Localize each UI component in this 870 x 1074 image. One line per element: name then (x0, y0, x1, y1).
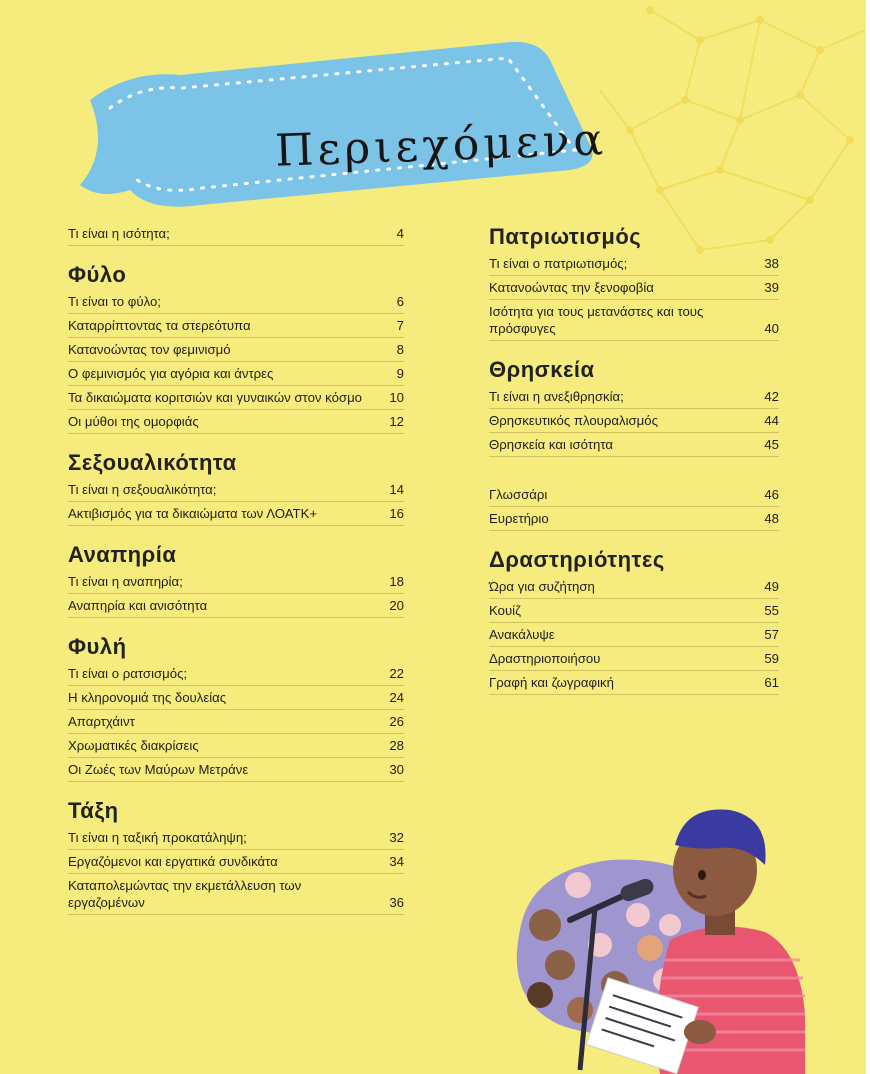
toc-entry[interactable] (68, 386, 404, 410)
section-heading-disability: Αναπηρία (68, 542, 177, 567)
toc-entry-title: Τα δικαιώματα κοριτσιών και γυναικών στον κόσμο (68, 390, 363, 405)
section-heading-activities: Δραστηριότητες (489, 547, 665, 572)
toc-entry-page: 30 (389, 762, 404, 777)
toc-entry-title: Οι μύθοι της ομορφιάς (68, 414, 199, 429)
toc-entry-page: 44 (764, 413, 779, 428)
toc-entry[interactable] (68, 850, 404, 874)
toc-entry-page: 34 (389, 854, 404, 869)
toc-entry-title: Γραφή και ζωγραφική (489, 675, 614, 690)
toc-entry-title: Κατανοώντας τον φεμινισμό (68, 342, 231, 357)
toc-entry-intro[interactable] (68, 222, 404, 246)
toc-entry[interactable] (489, 575, 779, 599)
toc-entry[interactable] (68, 410, 404, 434)
toc-entry-title: Ο φεμινισμός για αγόρια και άντρες (68, 366, 274, 381)
toc-entry[interactable] (489, 599, 779, 623)
section-heading-patriotism: Πατριωτισμός (489, 224, 642, 249)
toc-entry[interactable] (68, 826, 404, 850)
toc-entry-page: 59 (764, 651, 779, 666)
toc-entry-title: Τι είναι ο ρατσισμός; (68, 666, 188, 681)
toc-entry-page: 18 (389, 574, 404, 589)
toc-entry-title: Ευρετήριο (489, 511, 549, 526)
toc-entry-title: Ώρα για συζήτηση (489, 579, 595, 594)
toc-entry-page: 42 (764, 389, 779, 404)
page-title: Περιεχόμενα (274, 114, 608, 177)
toc-entry[interactable] (489, 409, 779, 433)
toc-entry[interactable] (489, 252, 779, 276)
toc-entry-page: 10 (389, 390, 404, 405)
toc-left-column (68, 222, 404, 915)
toc-entry[interactable] (68, 662, 404, 686)
page-edge (866, 0, 870, 1074)
toc-entry[interactable] (68, 686, 404, 710)
toc-entry-title: Κατανοώντας την ξενοφοβία (489, 280, 654, 295)
toc-entry-title: Η κληρονομιά της δουλείας (68, 690, 227, 705)
toc-entry-title: Ανακάλυψε (489, 627, 555, 642)
toc-entry-page: 24 (389, 690, 404, 705)
toc-entry-title: Καταπολεμώντας την εκμετάλλευση των εργαζομένων (68, 878, 302, 910)
toc-entry-page: 48 (764, 511, 779, 526)
toc-entry[interactable] (489, 671, 779, 695)
toc-entry-page: 4 (396, 226, 404, 241)
toc-entry-page: 7 (396, 318, 404, 333)
toc-entry-page: 39 (764, 280, 779, 295)
toc-entry-page: 61 (764, 675, 779, 690)
toc-right-column (489, 222, 779, 695)
toc-entry[interactable] (489, 623, 779, 647)
toc-entry-title: Οι Ζωές των Μαύρων Μετράνε (68, 762, 249, 777)
toc-entry-title: Χρωματικές διακρίσεις (68, 738, 199, 753)
toc-entry-title: Τι είναι η αναπηρία; (68, 574, 183, 589)
toc-entry-page: 28 (389, 738, 404, 753)
toc-entry-title: Γλωσσάρι (489, 487, 548, 502)
toc-entry-page: 46 (764, 487, 779, 502)
toc-entry-page: 26 (389, 714, 404, 729)
toc-entry-title: Θρησκεία και ισότητα (489, 437, 613, 452)
toc-entry-page: 16 (389, 506, 404, 521)
toc-entry-title: Τι είναι το φύλο; (68, 294, 161, 309)
toc-entry-page: 12 (389, 414, 404, 429)
toc-entry-page: 49 (764, 579, 779, 594)
toc-entry[interactable] (68, 290, 404, 314)
title-banner (70, 30, 610, 220)
toc-entry-page: 14 (389, 482, 404, 497)
toc-entry-glossary[interactable] (489, 483, 779, 507)
toc-entry-page: 20 (389, 598, 404, 613)
toc-entry[interactable] (68, 478, 404, 502)
toc-entry-page: 38 (764, 256, 779, 271)
toc-entry-page: 55 (764, 603, 779, 618)
toc-entry[interactable] (68, 594, 404, 618)
toc-entry-title: Ισότητα για τους μετανάστες και τους πρόσφυγες (489, 304, 704, 336)
toc-entry[interactable] (68, 710, 404, 734)
toc-entry-page: 40 (764, 321, 779, 336)
toc-entry[interactable] (489, 433, 779, 457)
toc-entry-page: 36 (389, 895, 404, 910)
toc-entry-title: Τι είναι η ανεξιθρησκία; (489, 389, 624, 404)
toc-entry-page: 22 (389, 666, 404, 681)
toc-entry[interactable] (68, 338, 404, 362)
toc-entry-page: 9 (396, 366, 404, 381)
toc-entry[interactable] (68, 874, 404, 915)
network-doodle-icon (590, 0, 866, 260)
toc-entry-page: 57 (764, 627, 779, 642)
section-heading-religion: Θρησκεία (489, 357, 595, 382)
speaker-illustration-icon (500, 800, 830, 1074)
toc-entry-index[interactable] (489, 507, 779, 531)
toc-entry[interactable] (489, 300, 779, 341)
toc-entry-page: 45 (764, 437, 779, 452)
toc-entry-page: 8 (396, 342, 404, 357)
toc-entry-page: 6 (396, 294, 404, 309)
toc-entry[interactable] (489, 647, 779, 671)
toc-entry-title: Αναπηρία και ανισότητα (68, 598, 208, 613)
toc-entry-title: Τι είναι η σεξουαλικότητα; (68, 482, 217, 497)
toc-entry-title: Κουίζ (489, 603, 521, 618)
toc-entry[interactable] (489, 276, 779, 300)
toc-entry-title: Δραστηριοποιήσου (489, 651, 601, 666)
toc-entry-title: Ακτιβισμός για τα δικαιώματα των ΛΟΑΤΚ+ (68, 506, 318, 521)
section-heading-sexuality: Σεξουαλικότητα (68, 450, 237, 475)
section-heading-gender: Φύλο (68, 262, 127, 287)
toc-entry-title: Απαρτχάιντ (68, 714, 135, 729)
toc-entry-title: Καταρρίπτοντας τα στερεότυπα (68, 318, 251, 333)
section-heading-class: Τάξη (68, 798, 119, 823)
toc-entry-title: Θρησκευτικός πλουραλισμός (489, 413, 658, 428)
toc-entry-title: Τι είναι η ταξική προκατάληψη; (68, 830, 247, 845)
toc-entry-title: Τι είναι η ισότητα; (68, 226, 170, 241)
toc-entry-title: Εργαζόμενοι και εργατικά συνδικάτα (68, 854, 278, 869)
toc-entry[interactable] (68, 570, 404, 594)
toc-entry[interactable] (68, 758, 404, 782)
toc-entry[interactable] (68, 362, 404, 386)
toc-entry[interactable] (68, 734, 404, 758)
toc-entry-title: Τι είναι ο πατριωτισμός; (489, 256, 628, 271)
toc-entry[interactable] (68, 502, 404, 526)
toc-entry-page: 32 (389, 830, 404, 845)
toc-entry[interactable] (68, 314, 404, 338)
toc-entry[interactable] (489, 385, 779, 409)
section-heading-race: Φυλή (68, 634, 127, 659)
